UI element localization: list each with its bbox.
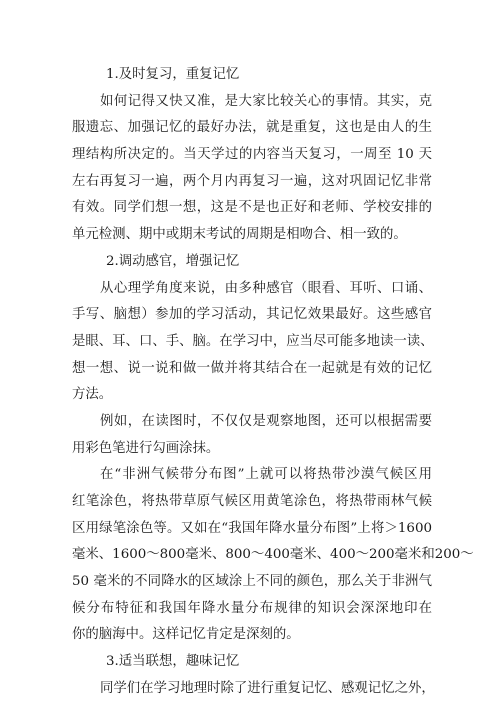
section-heading-3: 3.适当联想，趣味记忆	[106, 654, 240, 670]
paragraph-line: 区用绿笔涂色等。又如在“我国年降水量分布图”上将＞1600	[72, 520, 432, 536]
paragraph-line: 服遗忘、加强记忆的最好办法，就是重复，这也是由人的生	[72, 120, 432, 136]
paragraph-line: 是眼、耳、口、手、脑。在学习中，应当尽可能多地读一读、	[72, 333, 434, 349]
paragraph-line: 想一想、说一说和做一做并将其结合在一起就是有效的记忆	[72, 360, 432, 376]
paragraph-line: 从心理学角度来说，由多种感官（眼看、耳听、口诵、	[100, 280, 432, 296]
paragraph-line: 如何记得又快又准，是大家比较关心的事情。其实，克	[100, 93, 432, 109]
paragraph-line: 你的脑海中。这样记忆肯定是深刻的。	[72, 627, 300, 643]
paragraph-line: 50 毫米的不同降水的区域涂上不同的颜色，那么关于非洲气	[72, 574, 432, 590]
section-heading-1: 1.及时复习，重复记忆	[106, 67, 240, 82]
paragraph-line: 毫米、1600～800毫米、800～400毫米、400～200毫米和200～	[72, 547, 474, 563]
paragraph-line: 在“非洲气候带分布图”上就可以将热带沙漠气候区用	[100, 467, 432, 483]
paragraph-line: 理结构所决定的。当天学过的内容当天复习，一周至 10 天	[72, 147, 432, 163]
paragraph-line: 单元检测、期中或期末考试的周期是相吻合、相一致的。	[72, 227, 407, 243]
paragraph-line: 同学们在学习地理时除了进行重复记忆、感观记忆之外，	[100, 680, 435, 696]
paragraph-line: 手写、脑想）参加的学习活动，其记忆效果最好。这些感官	[72, 307, 432, 323]
paragraph-line: 左右再复习一遍，两个月内再复习一遍，这对巩固记忆非常	[72, 173, 432, 189]
paragraph-line: 红笔涂色，将热带草原气候区用黄笔涂色，将热带雨林气候	[72, 494, 432, 509]
paragraph-line: 方法。	[72, 387, 113, 403]
paragraph-line: 候分布特征和我国年降水量分布规律的知识会深深地印在	[72, 600, 432, 616]
paragraph-line: 有效。同学们想一想，这是不是也正好和老师、学校安排的	[72, 200, 432, 216]
paragraph-line: 用彩色笔进行勾画涂抹。	[72, 440, 220, 456]
paragraph-line: 例如，在读图时，不仅仅是观察地图，还可以根据需要	[100, 413, 432, 429]
section-heading-2: 2.调动感官，增强记忆	[106, 253, 240, 269]
document-body	[72, 62, 474, 703]
